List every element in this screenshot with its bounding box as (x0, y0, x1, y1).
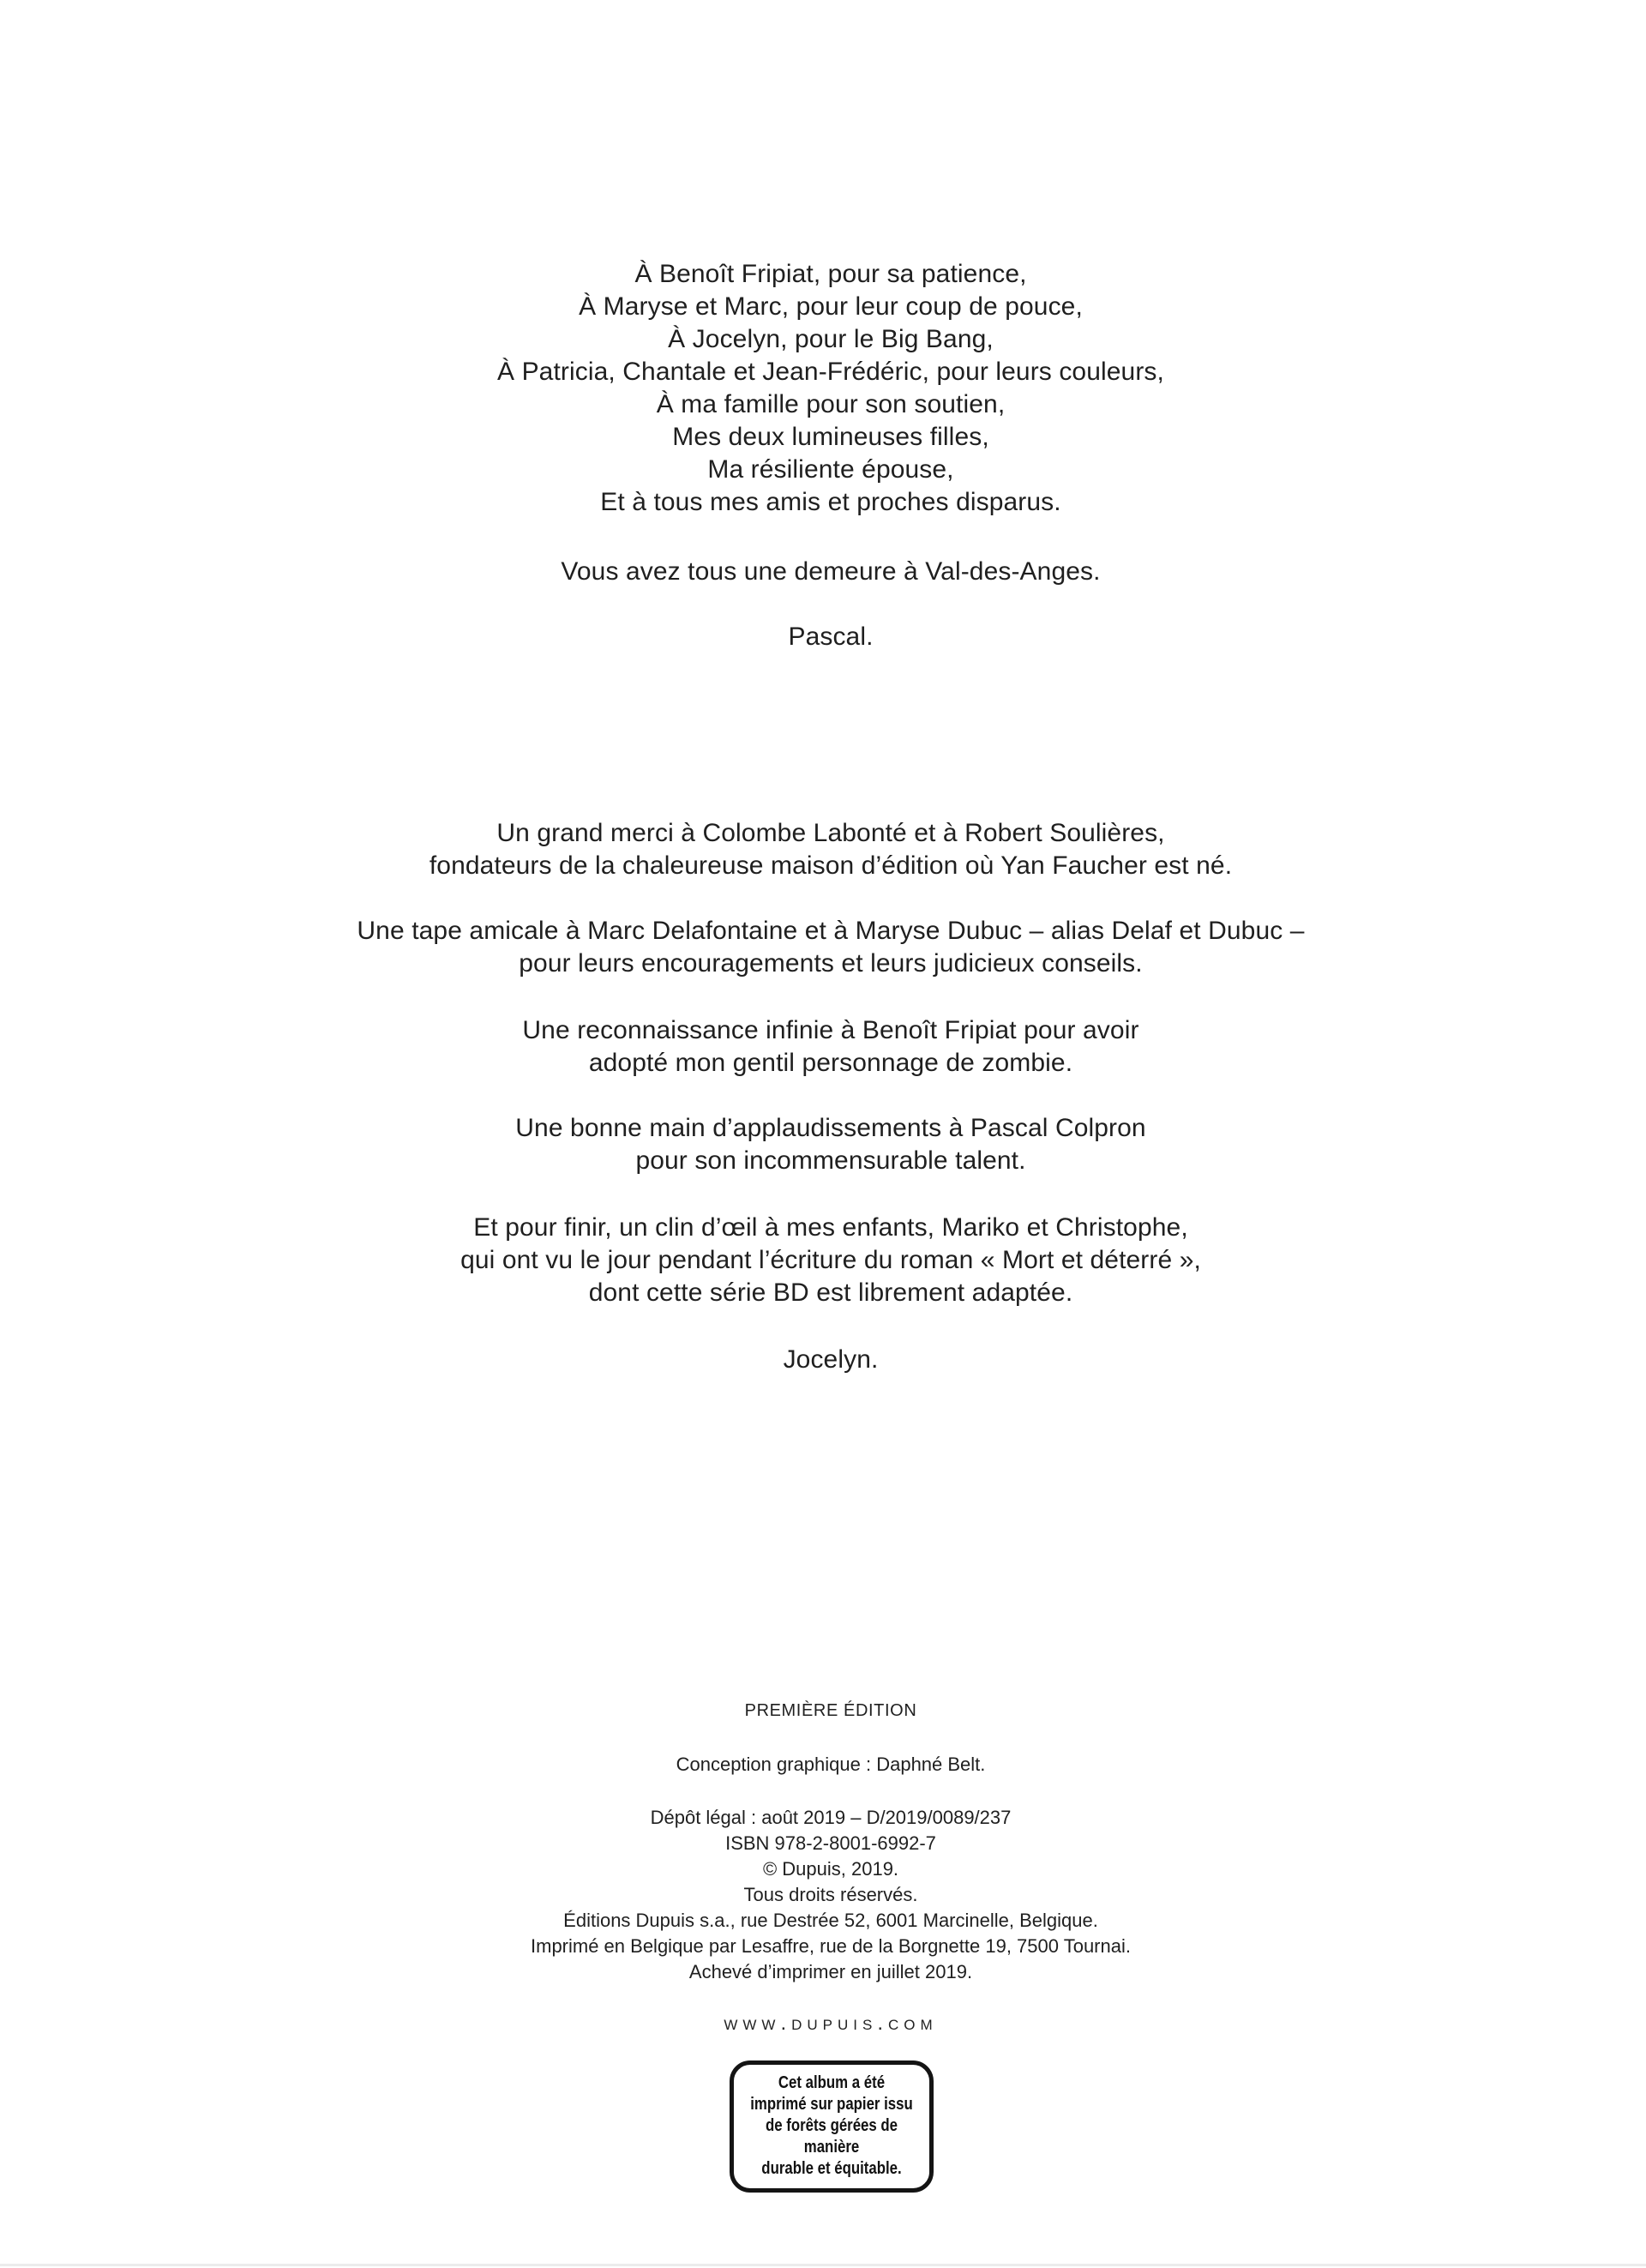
legal-line-depot: Dépôt légal : août 2019 – D/2019/0089/237 (650, 1807, 1012, 1828)
legal-line-isbn: ISBN 978-2-8001-6992-7 (725, 1832, 936, 1854)
ack-line: pour leurs encouragements et leurs judicieux conseils. (519, 949, 1143, 978)
eco-badge-line: durable et équitable. (761, 2159, 902, 2178)
ack-paragraph-2 (8, 915, 1646, 980)
ack-paragraph-1 (8, 817, 1646, 882)
ack-signature: Jocelyn. (783, 1345, 879, 1374)
ack-line: Une tape amicale à Marc Delafontaine et à Maryse Dubuc – alias Delaf et Dubuc – (357, 917, 1305, 945)
eco-paper-badge-text (749, 2072, 914, 2180)
ack-line: pour son incommensurable talent. (635, 1146, 1026, 1175)
page-bottom-divider (0, 2264, 1646, 2266)
eco-paper-badge (730, 2060, 934, 2193)
ack-line: Une reconnaissance infinie à Benoît Fripiat pour avoir (522, 1016, 1139, 1044)
legal-line-print-date: Achevé d’imprimer en juillet 2019. (688, 1961, 973, 1982)
ack-line: Un grand merci à Colombe Labonté et à Robert Soulières, (496, 819, 1165, 847)
ack-line: dont cette série BD est librement adaptée. (588, 1278, 1073, 1307)
dedication-line: Mes deux lumineuses filles, (672, 423, 989, 451)
dedication-line: À Benoît Fripiat, pour sa patience, (634, 260, 1027, 288)
dedication-residence-line: Vous avez tous une demeure à Val-des-Anges. (561, 557, 1101, 586)
legal-line-printer: Imprimé en Belgique par Lesaffre, rue de la Borgnette 19, 7500 Tournai. (531, 1935, 1131, 1957)
eco-badge-line: manière (803, 2138, 860, 2157)
ack-line: fondateurs de la chaleureuse maison d’édition où Yan Faucher est né. (429, 851, 1233, 880)
ack-paragraph-3 (8, 1014, 1646, 1080)
ack-line: adopté mon gentil personnage de zombie. (588, 1049, 1073, 1077)
dedication-line: À ma famille pour son soutien, (656, 390, 1006, 418)
dedication-line: À Patricia, Chantale et Jean-Frédéric, pour leurs couleurs, (497, 358, 1164, 386)
dedication-line: Ma résiliente épouse, (707, 455, 954, 484)
legal-line-rights: Tous droits réservés. (743, 1884, 918, 1905)
eco-badge-line: imprimé sur papier issu (750, 2095, 913, 2114)
ack-paragraph-4 (8, 1112, 1646, 1177)
dedication-line: À Maryse et Marc, pour leur coup de pouce, (579, 292, 1083, 321)
ack-line: Une bonne main d’applaudissements à Pascal Colpron (515, 1114, 1146, 1142)
dedication-line: Et à tous mes amis et proches disparus. (600, 488, 1061, 516)
eco-badge-line: de forêts gérées de (765, 2116, 898, 2135)
ack-line: qui ont vu le jour pendant l’écriture du roman « Mort et déterré », (460, 1246, 1201, 1274)
ack-paragraph-5 (8, 1212, 1646, 1309)
legal-block (8, 1805, 1646, 1985)
edition-heading: PREMIÈRE ÉDITION (744, 1701, 917, 1720)
design-credit-line: Conception graphique : Daphné Belt. (676, 1754, 986, 1775)
legal-line-publisher-address: Éditions Dupuis s.a., rue Destrée 52, 6001 Marcinelle, Belgique. (563, 1910, 1098, 1931)
publisher-website: www.dupuis.com (724, 2012, 938, 2035)
dedication-block (8, 258, 1646, 519)
ack-line: Et pour finir, un clin d’œil à mes enfants, Mariko et Christophe, (473, 1213, 1188, 1242)
legal-line-copyright: © Dupuis, 2019. (762, 1858, 899, 1880)
dedication-line: À Jocelyn, pour le Big Bang, (668, 325, 994, 353)
dedication-signature: Pascal. (788, 623, 874, 651)
eco-badge-line: Cet album a été (778, 2073, 886, 2092)
